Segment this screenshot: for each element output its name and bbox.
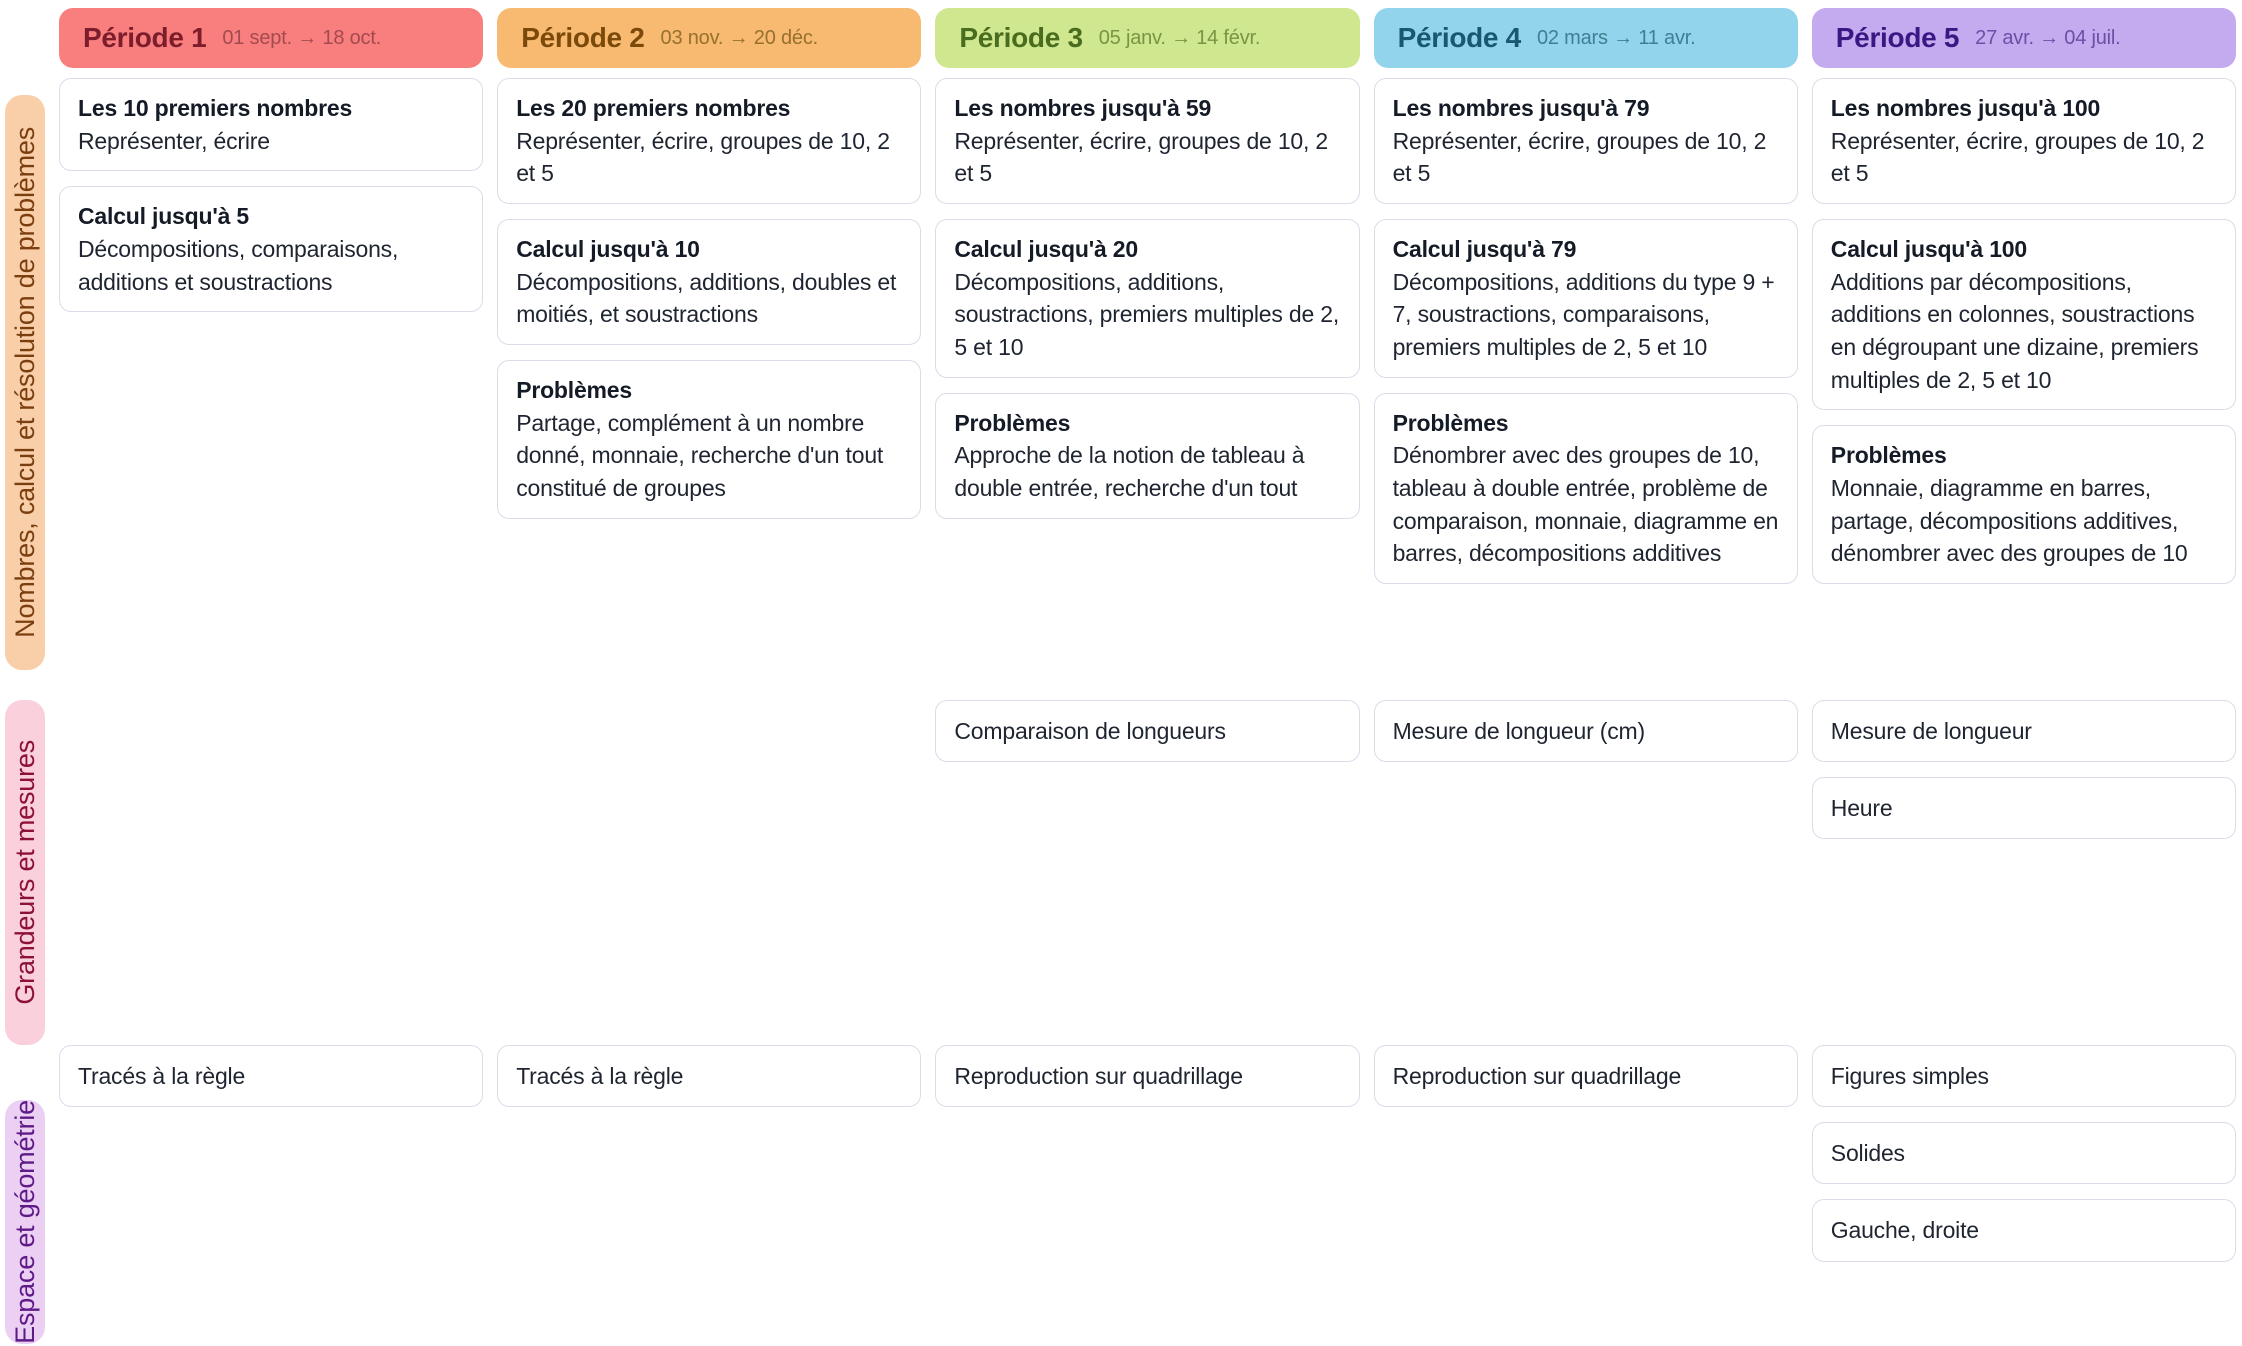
period-column xyxy=(497,78,921,672)
topic-card[interactable] xyxy=(1812,700,2236,762)
card-text: Gauche, droite xyxy=(1830,1217,1979,1244)
topic-card[interactable] xyxy=(1374,1045,1798,1107)
topic-card[interactable] xyxy=(1812,425,2236,584)
domain-label: Grandeurs et mesures xyxy=(9,740,40,1005)
card-body: Représenter, écrire, groupes de 10, 2 et 5 xyxy=(1830,127,2205,187)
card-text: Mesure de longueur (cm) xyxy=(1392,718,1645,744)
card-title: Calcul jusqu'à 10 xyxy=(516,235,700,262)
card-title: Calcul jusqu'à 5 xyxy=(78,203,249,230)
card-body: Partage, complément à un nombre donné, monnaie, recherche d'un tout constitué de groupes xyxy=(516,409,884,501)
domain-strip-wrap xyxy=(5,1045,45,1344)
topic-card[interactable] xyxy=(497,1045,921,1107)
card-body: Monnaie, diagramme en barres, partage, décompositions additives, dénombrer avec des groupes de 10 xyxy=(1830,474,2188,567)
card-body: Décompositions, comparaisons, additions et soustractions xyxy=(78,235,399,295)
period-dates: 05 janv. → 14 févr. xyxy=(1098,26,1261,49)
period-column xyxy=(1812,78,2236,672)
card-text: Reproduction sur quadrillage xyxy=(1392,1063,1682,1089)
period-header xyxy=(59,8,483,68)
topic-card[interactable] xyxy=(935,393,1359,519)
period-header xyxy=(935,8,1359,68)
period-dates: 27 avr. → 04 juil. xyxy=(1975,26,2121,49)
card-title: Les 10 premiers nombres xyxy=(78,95,353,121)
card-text: Mesure de longueur xyxy=(1830,718,2032,744)
card-title: Les 20 premiers nombres xyxy=(516,95,791,121)
topic-card[interactable] xyxy=(1812,1045,2236,1107)
period-column xyxy=(1812,1045,2236,1344)
topic-card[interactable] xyxy=(1812,78,2236,204)
period-header xyxy=(497,8,921,68)
domain-strip-wrap xyxy=(5,78,45,672)
card-text: Tracés à la règle xyxy=(516,1063,684,1089)
card-body: Représenter, écrire, groupes de 10, 2 et 5 xyxy=(516,127,890,187)
period-column xyxy=(497,1045,921,1344)
period-dates: 03 nov. → 20 déc. xyxy=(660,26,818,49)
topic-card[interactable] xyxy=(935,78,1359,204)
topic-card[interactable] xyxy=(1374,219,1798,378)
card-title: Les nombres jusqu'à 59 xyxy=(954,95,1212,121)
period-column xyxy=(1374,700,1798,1045)
period-column xyxy=(1812,700,2236,1045)
topic-card[interactable] xyxy=(497,78,921,204)
card-body: Représenter, écrire, groupes de 10, 2 et 5 xyxy=(954,127,1328,187)
card-title: Problèmes xyxy=(1830,442,1947,469)
period-column xyxy=(935,1045,1359,1344)
card-body: Représenter, écrire xyxy=(78,127,270,154)
domain-strip-wrap xyxy=(5,700,45,1045)
card-body: Décompositions, additions, soustractions, premiers multiples de 2, 5 et 10 xyxy=(954,268,1340,360)
card-text: Reproduction sur quadrillage xyxy=(954,1063,1243,1089)
period-title: Période 2 xyxy=(521,22,645,53)
period-column xyxy=(935,78,1359,672)
period-column xyxy=(1374,78,1798,672)
card-text: Figures simples xyxy=(1830,1063,1989,1089)
card-title: Problèmes xyxy=(516,376,632,403)
period-title: Période 1 xyxy=(83,22,207,53)
period-column xyxy=(59,700,483,1045)
card-title: Problèmes xyxy=(954,409,1071,436)
topic-card[interactable] xyxy=(1374,78,1798,204)
topic-card[interactable] xyxy=(497,360,921,519)
topic-card[interactable] xyxy=(59,78,483,171)
period-dates: 02 mars → 11 avr. xyxy=(1536,26,1696,49)
domain-strip xyxy=(5,700,45,1045)
period-column xyxy=(59,1045,483,1344)
topic-card[interactable] xyxy=(1374,700,1798,762)
period-header-row xyxy=(5,8,2236,68)
curriculum-row xyxy=(5,700,2236,1045)
topic-card[interactable] xyxy=(59,186,483,312)
card-body: Décompositions, additions du type 9 + 7, soustractions, comparaisons, premiers multiples de 2, 5 et 10 xyxy=(1392,268,1775,360)
period-column xyxy=(497,700,921,1045)
period-column xyxy=(935,700,1359,1045)
topic-card[interactable] xyxy=(935,1045,1359,1107)
card-body: Additions par décompositions, additions en colonnes, soustractions en dégroupant une dizaine, premiers multiples de 2, 5 et 10 xyxy=(1830,268,2199,393)
card-body: Représenter, écrire, groupes de 10, 2 et 5 xyxy=(1392,127,1767,187)
domain-strip xyxy=(5,1100,45,1344)
period-title: Période 3 xyxy=(959,22,1083,53)
curriculum-row xyxy=(5,1045,2236,1344)
card-text: Solides xyxy=(1830,1140,1905,1167)
card-title: Calcul jusqu'à 20 xyxy=(954,235,1138,262)
topic-card[interactable] xyxy=(1812,777,2236,839)
card-title: Les nombres jusqu'à 79 xyxy=(1392,95,1650,121)
topic-card[interactable] xyxy=(935,700,1359,762)
domain-label: Nombres, calcul et résolution de problèmes xyxy=(9,127,40,638)
card-body: Décompositions, additions, doubles et moitiés, et soustractions xyxy=(516,268,897,328)
period-header xyxy=(1812,8,2236,68)
topic-card[interactable] xyxy=(1812,219,2236,410)
period-header xyxy=(1374,8,1798,68)
card-title: Calcul jusqu'à 79 xyxy=(1392,235,1577,262)
topic-card[interactable] xyxy=(1374,393,1798,584)
period-title: Période 5 xyxy=(1835,22,1960,53)
card-title: Calcul jusqu'à 100 xyxy=(1830,235,2027,262)
period-title: Période 4 xyxy=(1397,22,1521,53)
card-text: Comparaison de longueurs xyxy=(954,718,1226,744)
card-body: Approche de la notion de tableau à double entrée, recherche d'un tout xyxy=(954,442,1305,501)
header-spacer xyxy=(5,8,45,68)
topic-card[interactable] xyxy=(1812,1122,2236,1184)
topic-card[interactable] xyxy=(497,219,921,345)
card-title: Les nombres jusqu'à 100 xyxy=(1830,95,2101,121)
topic-card[interactable] xyxy=(935,219,1359,378)
card-body: Dénombrer avec des groupes de 10, tableau à double entrée, problème de comparaison, monnaie, diagramme en barres, décompositions additives xyxy=(1392,442,1779,567)
card-text: Heure xyxy=(1830,795,1893,822)
period-dates: 01 sept. → 18 oct. xyxy=(222,26,382,49)
card-title: Problèmes xyxy=(1392,409,1509,436)
card-text: Tracés à la règle xyxy=(78,1063,246,1089)
domain-strip xyxy=(5,95,45,670)
curriculum-row xyxy=(5,78,2236,672)
period-column xyxy=(59,78,483,672)
topic-card[interactable] xyxy=(1812,1199,2236,1261)
period-column xyxy=(1374,1045,1798,1344)
domain-label: Espace et géométrie xyxy=(9,1100,40,1344)
topic-card[interactable] xyxy=(59,1045,483,1107)
